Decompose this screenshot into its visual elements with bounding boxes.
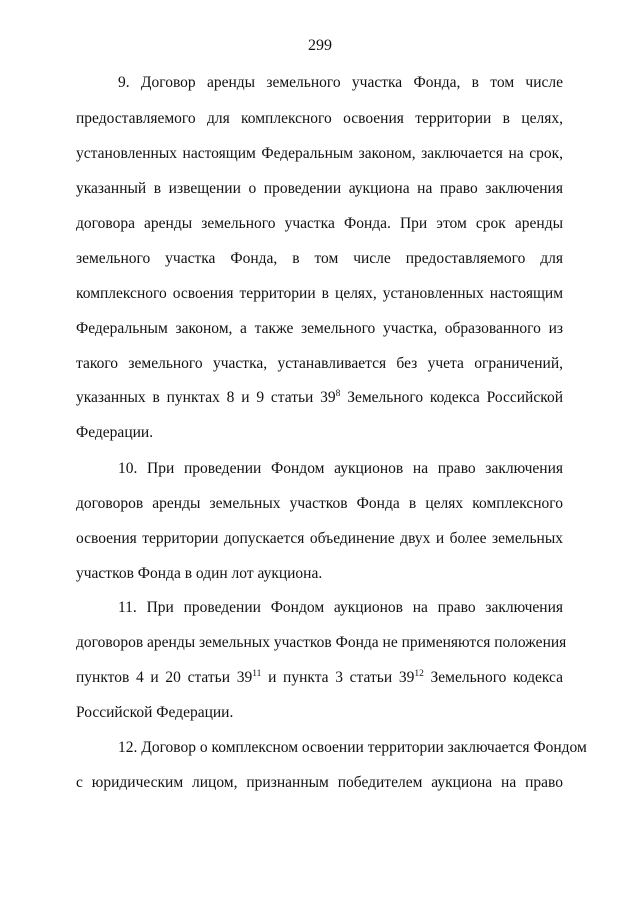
text-line: установленных настоящим Федеральным законом, заключается на срок,	[76, 145, 563, 162]
text-line: Федерации.	[76, 424, 154, 441]
text-line: предоставляемого для комплексного освоения территории в целях,	[76, 110, 563, 127]
text-line-with-reference	[76, 388, 563, 408]
text-line: Федеральным законом, а также земельного участка, образованного из	[76, 320, 563, 337]
text-line: участков Фонда в один лот аукциона.	[76, 565, 323, 582]
text-segment: пунктов 4 и 20 статьи 39	[76, 669, 253, 686]
text-line: 11. При проведении Фондом аукционов на право заключения	[118, 599, 563, 616]
text-line: 9. Договор аренды земельного участка Фонда, в том числе	[118, 74, 563, 91]
text-line: 10. При проведении Фондом аукционов на право заключения	[118, 460, 563, 477]
text-segment: и пункта 3 статьи 39	[261, 669, 415, 686]
text-line: комплексного освоения территории в целях, установленных настоящим	[76, 285, 563, 302]
text-line: указанный в извещении о проведении аукциона на право заключения	[76, 180, 563, 197]
page-number: 299	[308, 37, 332, 54]
text-line-with-reference	[76, 668, 563, 688]
text-line: земельного участка Фонда, в том числе предоставляемого для	[76, 250, 563, 267]
text-line: договоров аренды земельных участков Фонда не применяются положения	[76, 634, 567, 651]
text-line: договоров аренды земельных участков Фонда в целях комплексного	[76, 495, 563, 512]
text-segment: Земельного кодекса Российской	[340, 389, 563, 406]
text-line: Российской Федерации.	[76, 704, 234, 721]
text-line: освоения территории допускается объединение двух и более земельных	[76, 530, 563, 547]
text-segment: Земельного кодекса	[423, 669, 564, 686]
text-line: договора аренды земельного участка Фонда. При этом срок аренды	[76, 215, 563, 232]
text-line: такого земельного участка, устанавливается без учета ограничений,	[76, 355, 563, 372]
text-segment: указанных в пунктах 8 и 9 статьи 39	[76, 389, 336, 406]
text-line: 12. Договор о комплексном освоении территории заключается Фондом	[118, 739, 587, 756]
superscript: 8	[335, 389, 341, 399]
superscript: 11	[252, 669, 262, 679]
superscript: 12	[414, 669, 424, 679]
text-line: с юридическим лицом, признанным победителем аукциона на право	[76, 774, 563, 791]
